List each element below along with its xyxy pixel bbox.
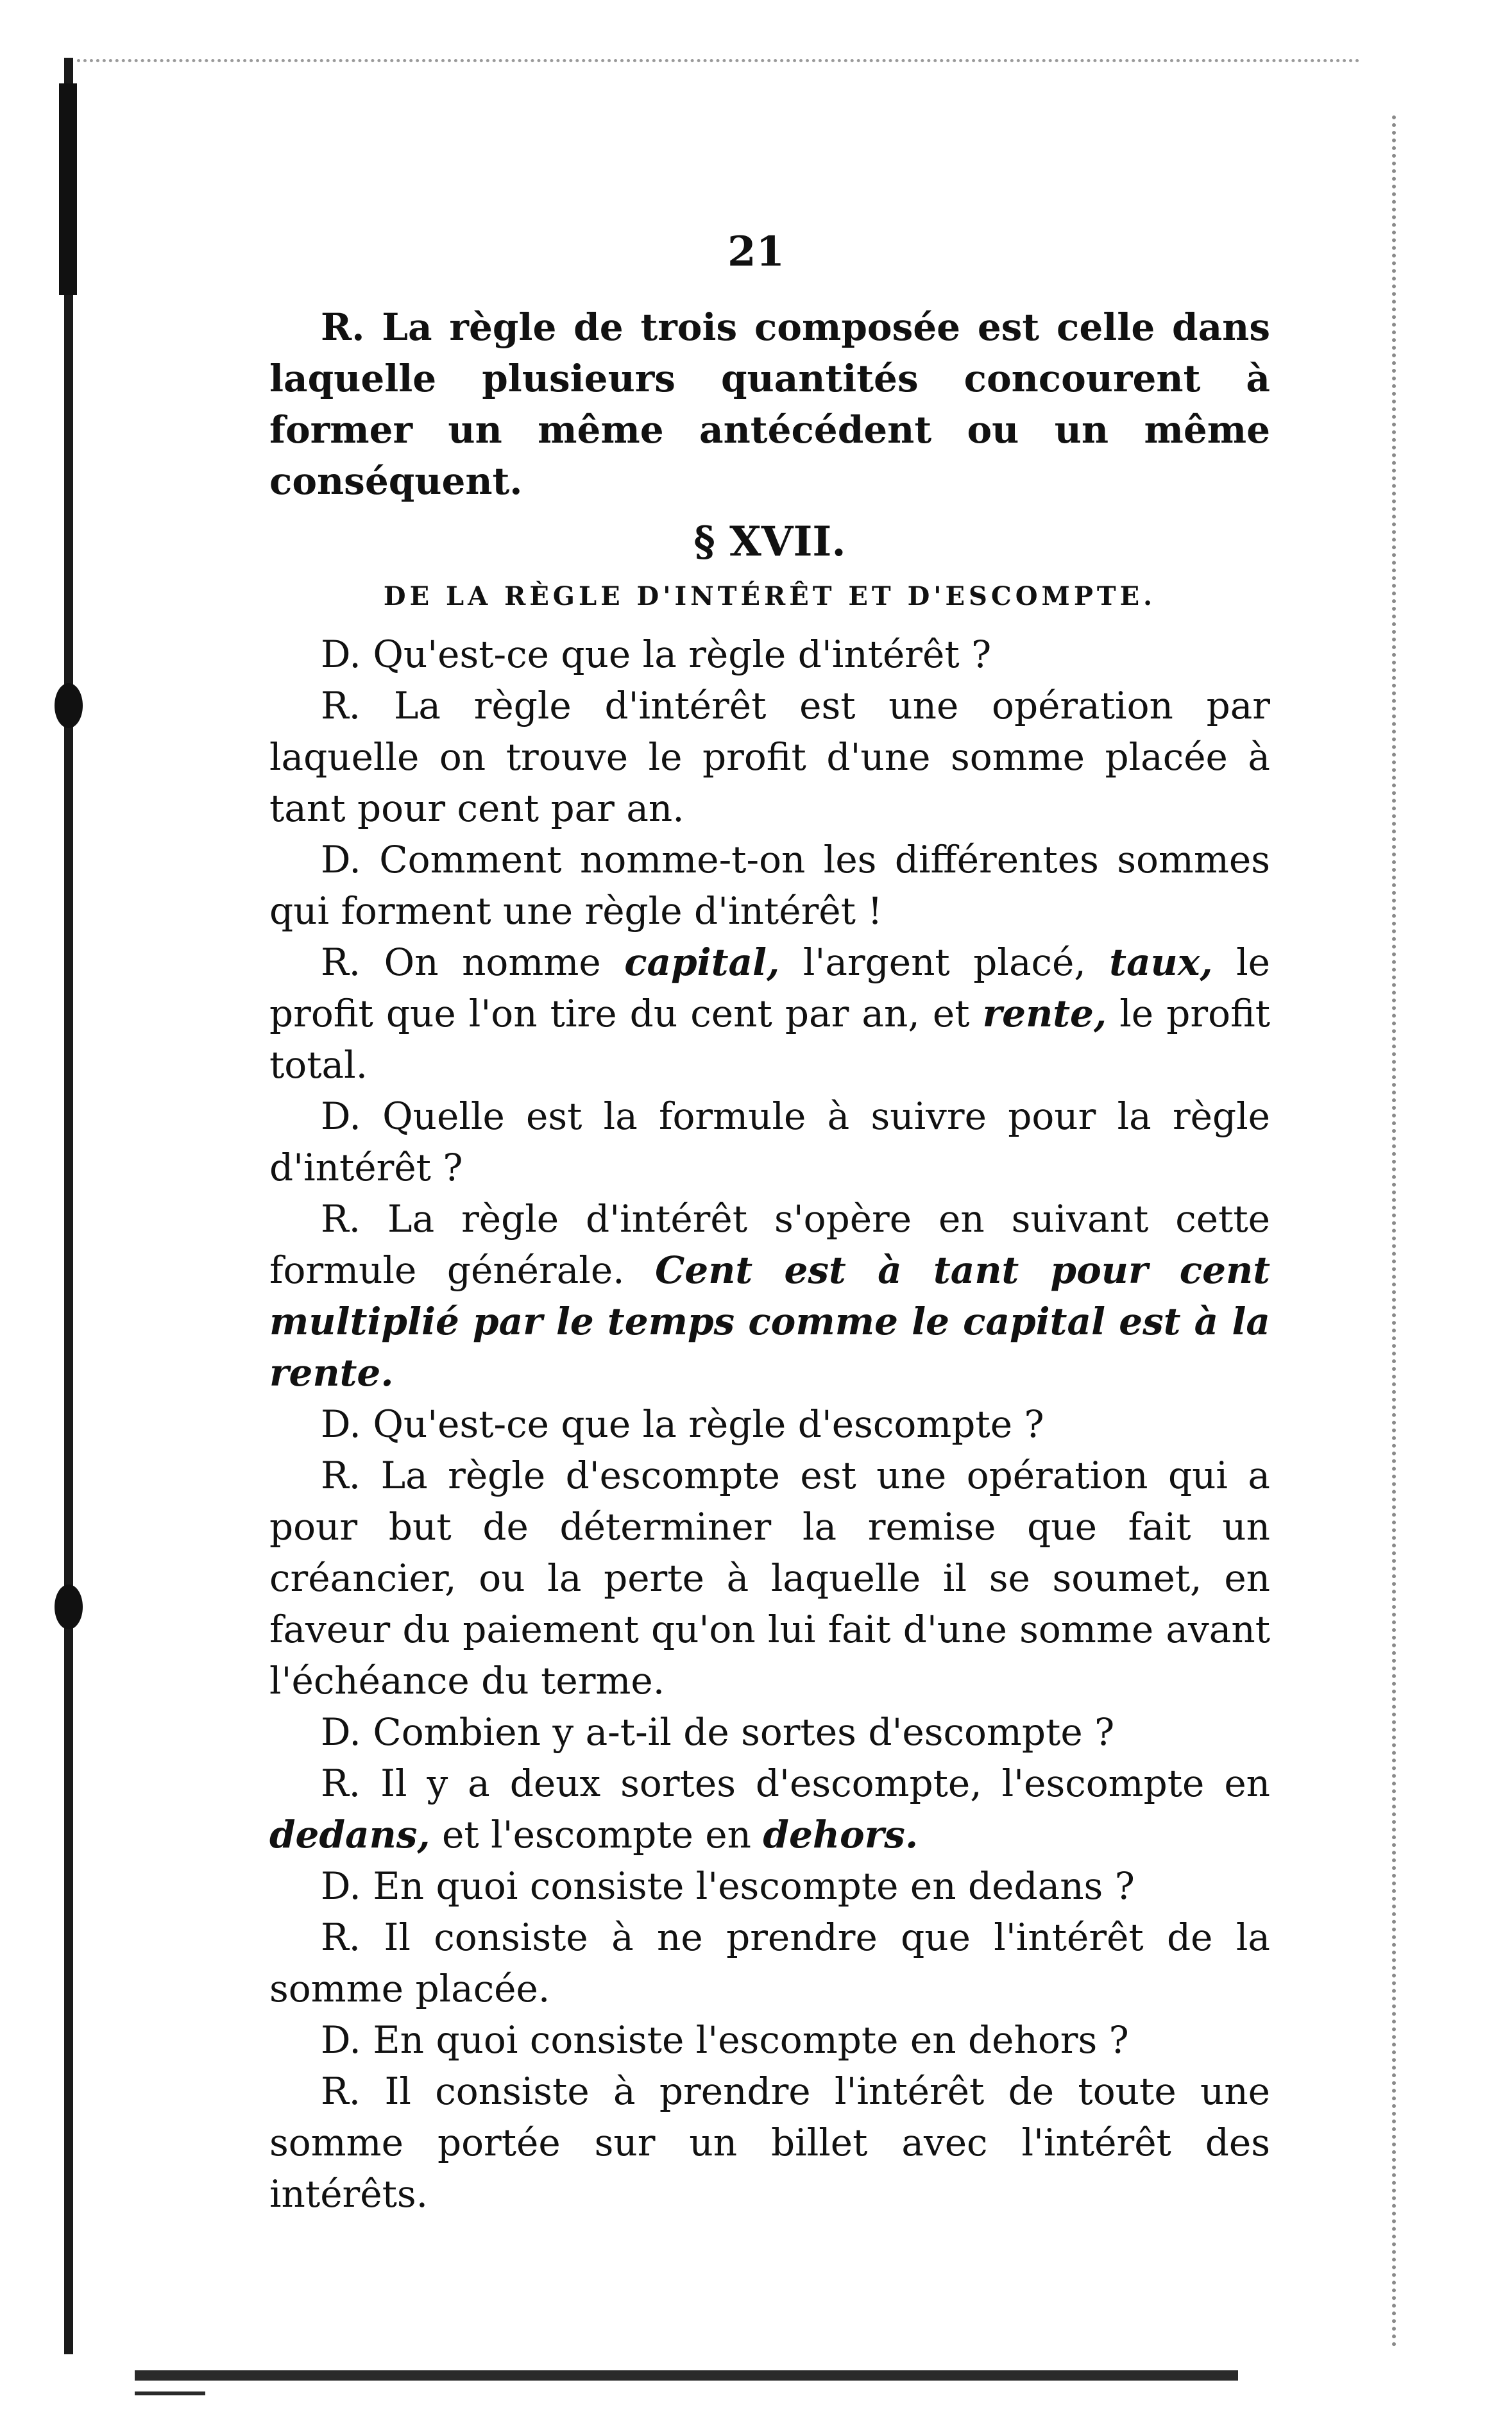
question-paragraph: [269, 1706, 1270, 1758]
answer-paragraph: [269, 937, 1270, 1091]
paragraph-text: et l'escompte en: [430, 1813, 763, 1856]
paragraph-text: Il consiste à prendre l'intérêt de toute une somme portée sur un billet avec l'intérêt des intérêts.: [269, 2069, 1271, 2216]
page-number: 21: [727, 228, 785, 276]
answer-paragraph: [269, 2066, 1270, 2220]
italic-term: taux,: [1109, 940, 1213, 984]
answer-paragraph: [269, 680, 1270, 834]
question-paragraph: [269, 2014, 1270, 2066]
question-answer-list: [269, 629, 1270, 2220]
answer-paragraph: [269, 1193, 1270, 1398]
italic-term: dedans,: [269, 1813, 430, 1856]
paragraph-text: Qu'est-ce que la règle d'escompte ?: [373, 1402, 1044, 1446]
italic-term: rente,: [982, 992, 1107, 1035]
paragraph-text: Quelle est la formule à suivre pour la règle d'intérêt ?: [269, 1094, 1270, 1189]
paragraph-text: En quoi consiste l'escompte en dehors ?: [373, 2018, 1129, 2062]
page-right-edge: [1392, 115, 1396, 2348]
paragraph-label: R.: [321, 2069, 361, 2113]
paragraph-label: R.: [321, 940, 361, 984]
paragraph-text: En quoi consiste l'escompte en dedans ?: [373, 1864, 1135, 1908]
paragraph-label: R.: [321, 684, 361, 727]
paragraph-text: le profit total.: [269, 992, 1270, 1087]
italic-term: dehors.: [763, 1813, 919, 1856]
paragraph-label: D.: [321, 2018, 361, 2062]
paragraph-label: R.: [321, 1916, 361, 1959]
answer-text: La règle de trois composée est celle dans laquelle plusieurs quantités concourent à former un même antécédent ou un même conséquent.: [269, 305, 1270, 503]
question-paragraph: [269, 834, 1270, 937]
paragraph-text: le profit que l'on tire du cent par an, et: [269, 940, 1271, 1035]
question-paragraph: [269, 629, 1270, 680]
paragraph-text: Il y a deux sortes d'escompte, l'escompte en: [380, 1762, 1270, 1805]
page-bottom-edge-fragment: [135, 2391, 205, 2395]
binding-mark: [55, 683, 83, 728]
page-top-edge: [77, 59, 1360, 62]
paragraph-label: D.: [321, 633, 361, 676]
page-bottom-edge: [135, 2370, 1238, 2381]
question-paragraph: [269, 1398, 1270, 1450]
intro-answer: [269, 302, 1270, 507]
paragraph-text: Qu'est-ce que la règle d'intérêt ?: [373, 633, 992, 676]
paragraph-label: D.: [321, 838, 361, 881]
binding-spine: [64, 58, 73, 2354]
paragraph-label: R.: [321, 1762, 361, 1805]
paragraph-text: La règle d'escompte est une opération qui a pour but de déterminer la remise que fait un créancier, ou la perte à laquelle il se soumet, en faveur du paiement qu'on lui fait d'une somme avant l'échéance du terme.: [269, 1454, 1271, 1703]
question-paragraph: [269, 1091, 1270, 1193]
paragraph-text: On nomme: [384, 940, 625, 984]
section-title: DE LA RÈGLE D'INTÉRÊT ET D'ESCOMPTE.: [383, 581, 1157, 611]
italic-term: Cent est à tant pour cent multiplié par le temps comme le capital est à la rente.: [269, 1248, 1270, 1395]
answer-paragraph: [269, 1450, 1270, 1706]
paragraph-text: La règle d'intérêt est une opération par laquelle on trouve le profit d'une somme placée à tant pour cent par an.: [269, 684, 1270, 830]
binding-mark: [55, 1584, 83, 1629]
paragraph-text: Comment nomme-t-on les différentes sommes qui forment une règle d'intérêt !: [269, 838, 1271, 933]
paragraph-text: l'argent placé,: [779, 940, 1110, 984]
body-text: [269, 302, 1270, 2220]
paragraph-label: D.: [321, 1864, 361, 1908]
question-paragraph: [269, 1860, 1270, 1912]
italic-term: capital,: [624, 940, 780, 984]
answer-paragraph: [269, 1758, 1270, 1860]
answer-label: R.: [321, 305, 365, 349]
answer-paragraph: [269, 1912, 1270, 2014]
paragraph-text: La règle d'intérêt s'opère en suivant cette formule générale.: [269, 1197, 1270, 1292]
paragraph-label: D.: [321, 1402, 361, 1446]
paragraph-text: Combien y a-t-il de sortes d'escompte ?: [373, 1710, 1115, 1754]
paragraph-text: Il consiste à ne prendre que l'intérêt de la somme placée.: [269, 1916, 1270, 2010]
paragraph-label: R.: [321, 1454, 361, 1497]
paragraph-label: R.: [321, 1197, 361, 1241]
paragraph-label: D.: [321, 1710, 361, 1754]
paragraph-label: D.: [321, 1094, 361, 1138]
section-number: § XVII.: [693, 518, 846, 566]
